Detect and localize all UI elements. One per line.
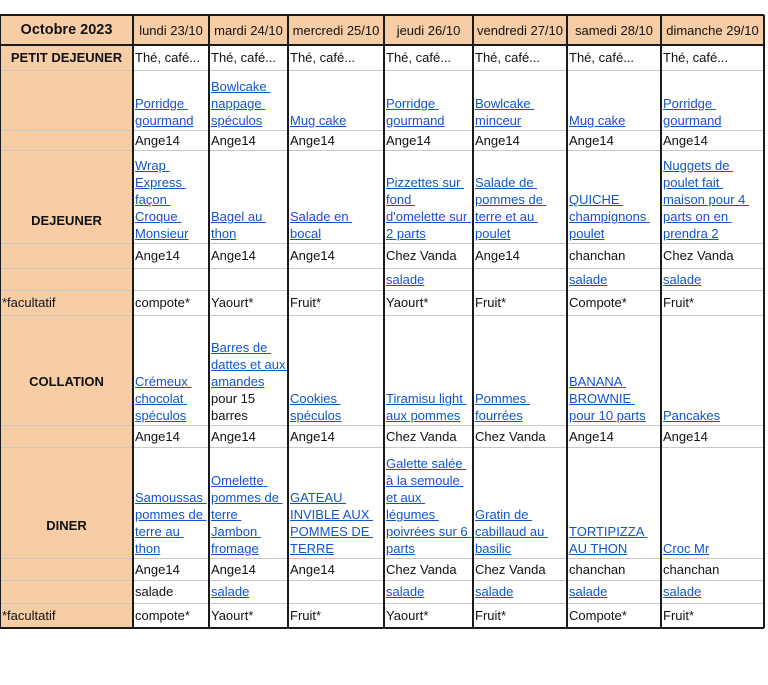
recipe-link[interactable]: salade (569, 584, 608, 599)
pd-auteur-cell (567, 130, 661, 150)
col-auteur-cell-text: Ange14 (290, 428, 335, 444)
grid-line (0, 14, 764, 16)
col-auteur-cell (384, 425, 473, 447)
din-recette-cell (384, 447, 473, 558)
din-auteur-cell-text: Ange14 (290, 561, 335, 577)
dej-facultatif-cell-text: Fruit* (663, 295, 695, 310)
din-salade-cell (567, 580, 661, 603)
pd-recette-cell (661, 70, 764, 130)
din-auteur-cell (209, 558, 288, 580)
recipe-link[interactable]: Mug cake (290, 113, 347, 128)
grid-line (0, 447, 764, 448)
din-auteur-cell-text: Chez Vanda (386, 561, 457, 577)
day-header (384, 15, 473, 45)
pd-boisson-cell (473, 45, 567, 70)
recipe-link[interactable]: Porridge gourmand (386, 96, 445, 128)
pd-boisson-cell-text: Thé, café... (135, 50, 201, 65)
grid-line (763, 15, 765, 628)
day-header-text: vendredi 27/10 (476, 22, 563, 38)
pd-boisson-cell (661, 45, 764, 70)
grid-line (0, 580, 764, 581)
col-recette-cell (288, 315, 384, 425)
din-facultatif-cell (567, 603, 661, 628)
pd-auteur-cell (661, 130, 764, 150)
grid-line (0, 44, 764, 46)
recipe-link[interactable]: salade (211, 584, 250, 599)
col-auteur-cell-text: Ange14 (663, 428, 708, 444)
dej-facultatif-cell-text: Yaourt* (211, 295, 254, 310)
recipe-link[interactable]: Tiramisu light aux pommes (386, 391, 467, 423)
recipe-link[interactable]: salade (475, 584, 514, 599)
pd-boisson-cell (288, 45, 384, 70)
din-auteur-cell (384, 558, 473, 580)
recipe-link[interactable]: Pommes fourrées (475, 391, 530, 423)
grid-line (660, 15, 662, 628)
dej-auteur-cell (288, 243, 384, 268)
pd-boisson-cell (384, 45, 473, 70)
din-recette-cell (133, 447, 209, 558)
din-facultatif-cell (384, 603, 473, 628)
col-recette-cell (567, 315, 661, 425)
dejeuner-label-text: DEJEUNER (31, 212, 102, 228)
day-header-text: mercredi 25/10 (292, 22, 380, 38)
dej-recette-cell (133, 150, 209, 243)
day-header (567, 15, 661, 45)
pd-boisson-cell-text: Thé, café... (663, 50, 729, 65)
recipe-link[interactable]: Porridge gourmand (663, 96, 722, 128)
recipe-link[interactable]: TORTIPIZZA AU THON (569, 524, 648, 556)
grid-line (0, 558, 764, 559)
dej-recette-cell (384, 150, 473, 243)
pd-boisson-cell-text: Thé, café... (475, 50, 541, 65)
pd-boisson-cell-text: Thé, café... (211, 50, 277, 65)
recipe-link[interactable]: Bagel au thon (211, 209, 266, 241)
recipe-link[interactable]: Omelette pommes de terre Jambon fromage (211, 473, 283, 556)
din-salade-cell (473, 580, 567, 603)
grid-line (0, 15, 1, 628)
facultatif-label (0, 603, 133, 628)
pd-recette-cell (209, 70, 288, 130)
col-auteur-cell (133, 425, 209, 447)
pd-recette-cell (133, 70, 209, 130)
dej-auteur-cell (209, 243, 288, 268)
din-facultatif-cell-text: Fruit* (475, 608, 507, 623)
din-auteur-cell-text: chanchan (663, 561, 720, 577)
dej-salade-cell (384, 268, 473, 290)
dej-auteur-cell-text: chanchan (569, 248, 626, 263)
din-auteur-cell (288, 558, 384, 580)
din-recette-cell (661, 447, 764, 558)
col-recette-cell (473, 315, 567, 425)
din-facultatif-cell (473, 603, 567, 628)
pd-auteur-cell-text: Ange14 (290, 132, 335, 148)
day-header (133, 15, 209, 45)
col-auteur-cell-text: Ange14 (569, 428, 614, 444)
dej-salade-cell (473, 268, 567, 290)
din-facultatif-cell (133, 603, 209, 628)
petit-dejeuner-filler (0, 70, 133, 150)
din-recette-cell (567, 447, 661, 558)
recipe-link[interactable]: Pizzettes sur fond d'omelette sur 2 parts (386, 175, 471, 241)
dej-facultatif-cell (288, 290, 384, 315)
grid-line (0, 603, 764, 604)
din-auteur-cell (567, 558, 661, 580)
dej-facultatif-cell (133, 290, 209, 315)
grid-line (0, 627, 764, 629)
pd-auteur-cell (209, 130, 288, 150)
recipe-link[interactable]: Crémeux chocolat spéculos (135, 374, 192, 423)
dej-auteur-cell-text: Chez Vanda (663, 248, 734, 263)
dej-auteur-cell-text: Ange14 (135, 248, 180, 263)
day-header-text: lundi 23/10 (139, 22, 203, 38)
collation-label-text: COLLATION (29, 373, 104, 389)
recipe-link[interactable]: Gratin de cabillaud au basilic (475, 507, 549, 556)
din-facultatif-cell-text: compote* (135, 608, 190, 623)
grid-line (383, 15, 385, 628)
recipe-link[interactable]: Galette salée à la semoule et aux légumes poivrées sur 6 parts (386, 456, 472, 556)
dej-salade-cell (133, 268, 209, 290)
din-salade-cell (384, 580, 473, 603)
pd-auteur-cell-text: Ange14 (663, 132, 708, 148)
recipe-link[interactable]: Porridge gourmand (135, 96, 194, 128)
pd-auteur-cell-text: Ange14 (386, 132, 431, 148)
petit-dejeuner-label-text: PETIT DEJEUNER (10, 50, 123, 65)
col-auteur-cell-text: Ange14 (211, 428, 256, 444)
day-header (209, 15, 288, 45)
col-auteur-cell-text: Chez Vanda (475, 428, 546, 444)
din-facultatif-cell (661, 603, 764, 628)
recipe-link[interactable]: Bowlcake nappage spéculos (211, 79, 271, 128)
dej-facultatif-cell (473, 290, 567, 315)
din-recette-cell (473, 447, 567, 558)
dej-facultatif-cell-text: compote* (135, 295, 190, 310)
recipe-link[interactable]: salade (663, 584, 702, 599)
col-recette-cell (209, 315, 288, 425)
din-auteur-cell-text: chanchan (569, 561, 626, 577)
pd-auteur-cell (133, 130, 209, 150)
recipe-link[interactable]: Salade de pommes de terre et au poulet (475, 175, 547, 241)
day-header-text: samedi 28/10 (574, 22, 654, 38)
col-auteur-cell (288, 425, 384, 447)
recipe-link[interactable]: salade (663, 271, 702, 287)
grid-line (0, 290, 764, 291)
dej-auteur-cell (473, 243, 567, 268)
recipe-link[interactable]: Salade en bocal (290, 209, 353, 241)
day-header-text: jeudi 26/10 (396, 22, 461, 38)
pd-boisson-cell-text: Thé, café... (386, 50, 452, 65)
col-auteur-cell-text: Ange14 (135, 428, 180, 444)
recipe-link[interactable]: Barres de dattes et aux amandes (211, 340, 286, 389)
din-facultatif-cell (209, 603, 288, 628)
grid-line (472, 15, 474, 628)
dej-auteur-cell (384, 243, 473, 268)
pd-boisson-cell-text: Thé, café... (290, 50, 356, 65)
col-auteur-cell (473, 425, 567, 447)
dej-facultatif-cell-text: Fruit* (475, 295, 507, 310)
grid-line (0, 315, 764, 316)
recipe-link[interactable]: salade (386, 271, 425, 287)
dej-facultatif-cell-text: Compote* (569, 295, 627, 310)
din-facultatif-cell-text: Yaourt* (386, 608, 429, 623)
din-recette-cell (209, 447, 288, 558)
month-title (0, 15, 133, 45)
day-header (473, 15, 567, 45)
dej-salade-cell (661, 268, 764, 290)
din-salade-cell (209, 580, 288, 603)
col-recette-cell (133, 315, 209, 425)
recipe-link[interactable]: Croc Mr (663, 541, 710, 556)
collation-label (0, 315, 133, 447)
dej-salade-cell (567, 268, 661, 290)
din-auteur-cell (133, 558, 209, 580)
day-header (661, 15, 764, 45)
pd-auteur-cell-text: Ange14 (135, 132, 180, 148)
dej-auteur-cell (133, 243, 209, 268)
pd-boisson-cell (133, 45, 209, 70)
diner-label-text: DINER (46, 517, 87, 533)
din-facultatif-cell (288, 603, 384, 628)
dej-facultatif-cell-text: Yaourt* (386, 295, 429, 310)
day-header-text: mardi 24/10 (214, 22, 283, 38)
din-salade-cell-text: salade (135, 584, 174, 599)
dej-recette-cell (473, 150, 567, 243)
col-auteur-cell (209, 425, 288, 447)
din-recette-cell (288, 447, 384, 558)
recipe-link[interactable]: Nuggets de poulet fait maison pour 4 parts on en prendra 2 (663, 158, 750, 241)
col-auteur-cell (661, 425, 764, 447)
recipe-link[interactable]: Cookies spéculos (290, 391, 342, 423)
pd-recette-cell (567, 70, 661, 130)
dej-auteur-cell-text: Ange14 (475, 248, 520, 263)
din-facultatif-cell-text: Compote* (569, 608, 627, 623)
recipe-link[interactable]: QUICHE champignons poulet (569, 192, 650, 241)
grid-line (0, 70, 764, 71)
facultatif-label-text: *facultatif (2, 295, 56, 310)
grid-line (0, 425, 764, 426)
pd-recette-cell (473, 70, 567, 130)
grid-line (287, 15, 289, 628)
grid-line (208, 15, 210, 628)
pd-auteur-cell-text: Ange14 (211, 132, 256, 148)
recipe-link[interactable]: Pancakes (663, 408, 721, 423)
pd-recette-cell (384, 70, 473, 130)
pd-boisson-cell-text: Thé, café... (569, 50, 635, 65)
day-header (288, 15, 384, 45)
month-title-text: Octobre 2023 (20, 21, 113, 38)
recipe-link[interactable]: Samoussas pommes de terre au thon (135, 490, 207, 556)
dej-auteur-cell (661, 243, 764, 268)
dej-salade-cell (288, 268, 384, 290)
grid-line (0, 150, 764, 151)
din-auteur-cell (473, 558, 567, 580)
recipe-link[interactable]: salade (386, 584, 425, 599)
petit-dejeuner-label (0, 45, 133, 70)
dej-auteur-cell-text: Chez Vanda (386, 248, 457, 263)
col-auteur-cell (567, 425, 661, 447)
din-salade-cell (288, 580, 384, 603)
dej-recette-cell (288, 150, 384, 243)
col-recette-cell (384, 315, 473, 425)
dej-auteur-cell-text: Ange14 (290, 248, 335, 263)
dej-recette-cell (567, 150, 661, 243)
dej-recette-cell (661, 150, 764, 243)
pd-auteur-cell (473, 130, 567, 150)
dej-auteur-cell-text: Ange14 (211, 248, 256, 263)
pd-recette-cell (288, 70, 384, 130)
dej-facultatif-cell (209, 290, 288, 315)
dej-auteur-cell (567, 243, 661, 268)
pd-boisson-cell (209, 45, 288, 70)
day-header-text: dimanche 29/10 (666, 22, 759, 38)
pd-auteur-cell (384, 130, 473, 150)
grid-line (0, 268, 764, 269)
dej-facultatif-cell-text: Fruit* (290, 295, 322, 310)
recipe-link[interactable]: GATEAU INVIBLE AUX POMMES DE TERRE (290, 490, 374, 556)
din-facultatif-cell-text: Fruit* (663, 608, 695, 623)
dej-salade-cell (209, 268, 288, 290)
recipe-link[interactable]: Wrap Express façon Croque Monsieur (135, 158, 189, 241)
grid-line (132, 15, 134, 628)
recipe-link[interactable]: Bowlcake minceur (475, 96, 535, 128)
grid-line (566, 15, 568, 628)
din-facultatif-cell-text: Yaourt* (211, 608, 254, 623)
dej-facultatif-cell (384, 290, 473, 315)
facultatif-label (0, 290, 133, 315)
col-auteur-cell-text: Chez Vanda (386, 428, 457, 444)
recipe-link[interactable]: salade (569, 271, 608, 287)
dejeuner-label (0, 150, 133, 290)
pd-auteur-cell-text: Ange14 (475, 132, 520, 148)
din-auteur-cell-text: Chez Vanda (475, 561, 546, 577)
pd-boisson-cell (567, 45, 661, 70)
pd-auteur-cell (288, 130, 384, 150)
grid-line (0, 243, 764, 244)
dej-recette-cell (209, 150, 288, 243)
recipe-note: pour 15 barres (211, 374, 269, 423)
din-facultatif-cell-text: Fruit* (290, 608, 322, 623)
din-salade-cell (133, 580, 209, 603)
col-recette-cell (661, 315, 764, 425)
facultatif-label-text: *facultatif (2, 608, 56, 623)
dej-facultatif-cell (567, 290, 661, 315)
grid-line (0, 130, 764, 131)
din-auteur-cell (661, 558, 764, 580)
recipe-link[interactable]: BANANA BROWNIE pour 10 parts (569, 374, 646, 423)
pd-auteur-cell-text: Ange14 (569, 132, 614, 148)
recipe-link[interactable]: Mug cake (569, 113, 626, 128)
din-salade-cell (661, 580, 764, 603)
dej-facultatif-cell (661, 290, 764, 315)
din-auteur-cell-text: Ange14 (135, 561, 180, 577)
din-auteur-cell-text: Ange14 (211, 561, 256, 577)
